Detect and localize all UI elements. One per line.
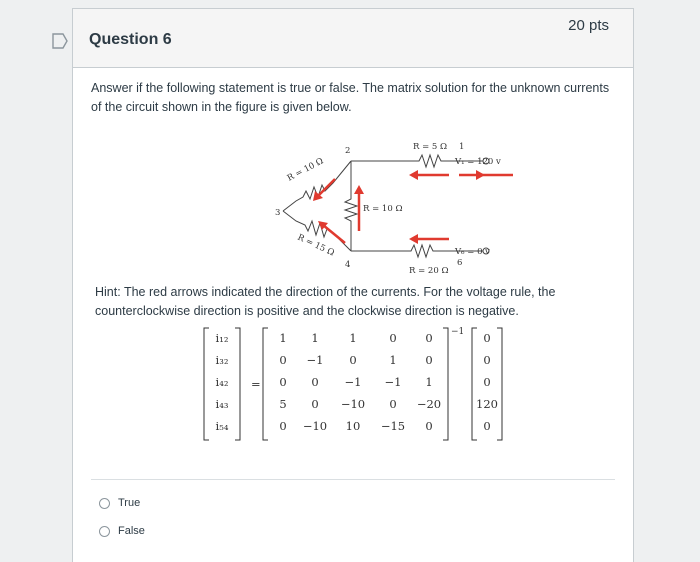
coeff-r1-c0: 0 [279,353,287,367]
node-label-3: 3 [275,208,281,218]
unknown-4: i₅₄ [215,419,229,433]
answer-false[interactable] [99,517,599,545]
coeff-r4-c0: 0 [279,419,287,433]
circuit-diagram [201,131,501,279]
coeff-r1-c1: −1 [306,353,324,367]
voltage-v6-text: V₆ = 0 v [455,247,490,257]
node-label-4: 4 [345,260,351,270]
coeff-r3-c0: 5 [279,397,287,411]
resistor-r24-label: R = 10 Ω [363,204,403,214]
matrix-equation [193,324,513,444]
coeff-r4-c2: 10 [345,419,361,433]
arrow-to-v1 [459,170,485,180]
unknown-2: i₄₂ [215,375,229,389]
resistor-r12-label: R = 5 Ω [413,142,448,152]
answer-true[interactable] [99,489,599,517]
voltage-v1-text: V₁ = 120 v [455,157,501,167]
question-header [73,9,633,68]
node-label-2: 2 [345,146,351,156]
equals-sign: = [251,377,261,391]
coeff-r0-c0: 1 [279,331,287,345]
coeff-r4-c3: −15 [380,419,406,433]
resistor-r34-label: R = 15 Ω [295,232,336,259]
rhs-3: 120 [476,397,498,411]
answer-false-label: False [118,525,145,537]
question-card [72,8,634,562]
node-label-1: 1 [459,142,465,152]
rhs-4: 0 [483,419,491,433]
coeff-r1-c4: 0 [425,353,433,367]
coeff-r4-c4: 0 [425,419,433,433]
rhs-1: 0 [483,353,491,367]
coeff-r0-c3: 0 [389,331,397,345]
answer-true-label: True [118,497,141,509]
coeff-r2-c2: −1 [344,375,362,389]
coeff-r2-c3: −1 [384,375,402,389]
resistor-r23-label: R = 10 Ω [285,156,326,184]
inverse-exponent: −1 [451,327,465,337]
coeff-r2-c4: 1 [425,375,433,389]
flag-question-icon[interactable] [48,30,70,52]
coeff-r1-c2: 0 [349,353,357,367]
unknown-0: i₁₂ [215,331,229,345]
coeff-r0-c1: 1 [311,331,319,345]
coeff-r1-c3: 1 [389,353,397,367]
coeff-r3-c1: 0 [311,397,319,411]
coeff-r0-c4: 0 [425,331,433,345]
coeff-r3-c3: 0 [389,397,397,411]
question-points: 20 pts [568,17,609,34]
rhs-2: 0 [483,375,491,389]
hint-text: Hint: The red arrows indicated the direction of the currents. For the voltage rule, the counterclockwise direction is positive and the clockwise direction is negative. [95,285,556,318]
coeff-r2-c1: 0 [311,375,319,389]
coeff-r3-c4: −20 [416,397,442,411]
coeff-r2-c0: 0 [279,375,287,389]
coeff-r0-c2: 1 [349,331,357,345]
answer-divider [91,479,615,480]
radio-true[interactable] [99,498,110,509]
coeff-r3-c2: −10 [340,397,366,411]
answer-options [99,489,599,545]
unknown-1: i₃₂ [215,353,229,367]
node-label-6: 6 [457,258,463,268]
question-statement: Answer if the following statement is true or false. The matrix solution for the unknown currents of the circuit shown in the figure is given below. [91,81,610,114]
question-title: Question 6 [89,31,172,48]
rhs-0: 0 [483,331,491,345]
unknown-3: i₄₃ [215,397,229,411]
coeff-r4-c1: −10 [302,419,328,433]
resistor-r46-label: R = 20 Ω [409,266,449,276]
radio-false[interactable] [99,526,110,537]
